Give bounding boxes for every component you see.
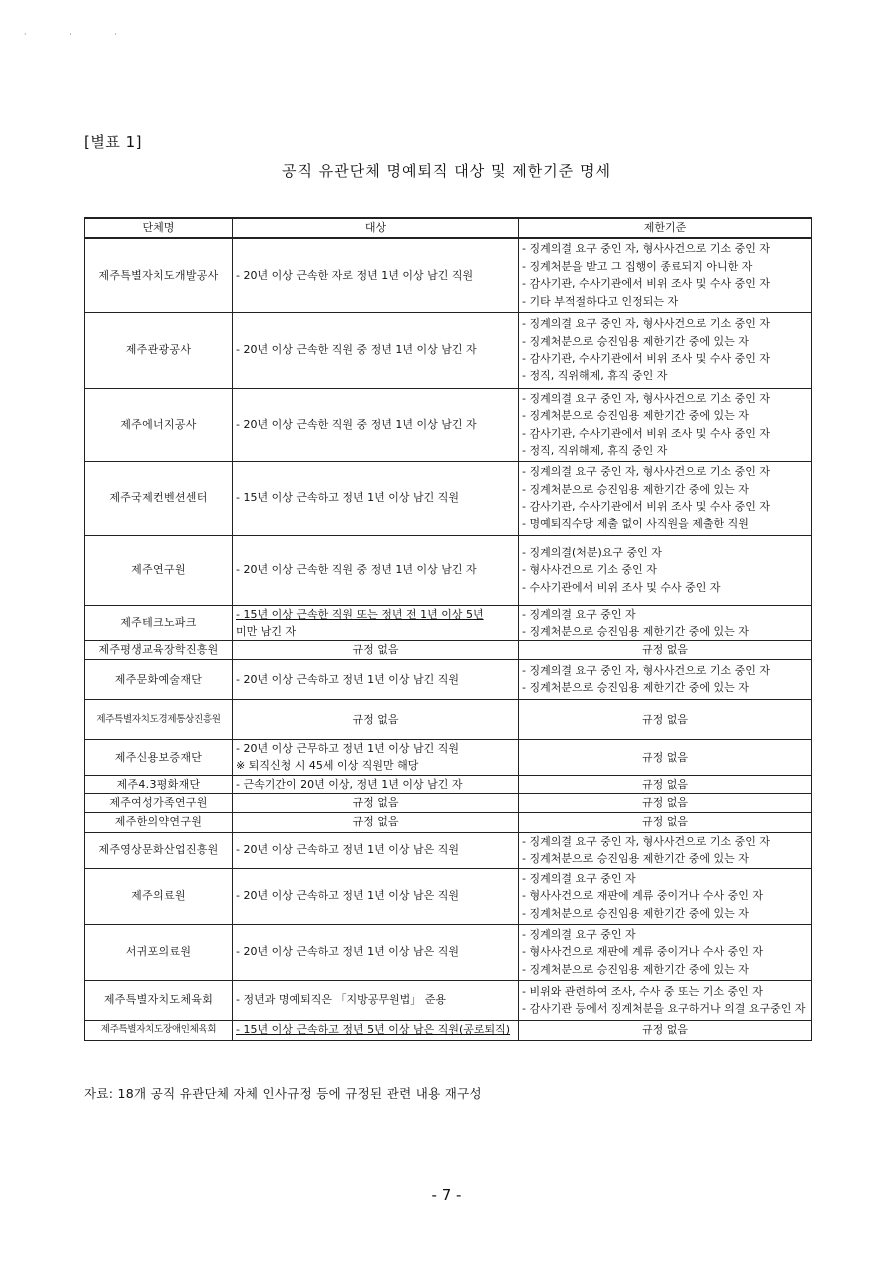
target-cell-line: - 근속기간이 20년 이상, 정년 1년 이상 남긴 자 [236, 777, 463, 791]
limits-cell-line: - 형사사건으로 재판에 계류 중이거나 수사 중인 자 [522, 945, 763, 959]
limits-cell-line: - 징계처분으로 승진임용 제한기간 중에 있는 자 [522, 962, 749, 976]
organization-name: 제주평생교육장학진흥원 [85, 641, 233, 659]
retirement-criteria-table [84, 217, 812, 1041]
limits-cell-line: 규정 없음 [641, 1023, 688, 1037]
limits-cell-line: 규정 없음 [641, 815, 688, 829]
table-row [85, 535, 812, 605]
target-cell [233, 659, 519, 699]
target-cell [233, 924, 519, 980]
table-row [85, 924, 812, 980]
target-cell-line: - 20년 이상 근속한 자로 정년 1년 이상 남긴 직원 [236, 268, 474, 282]
organization-name: 서귀포의료원 [85, 924, 233, 980]
organization-name: 제주특별자치도경제통상진흥원 [85, 699, 233, 739]
column-header-limits: 제한기준 [519, 218, 812, 238]
target-cell [233, 812, 519, 832]
table-row [85, 868, 812, 924]
limits-cell-line: 규정 없음 [641, 750, 688, 764]
limits-cell-line: - 징계처분으로 승진임용 제한기간 중에 있는 자 [522, 624, 749, 638]
table-header-row [85, 218, 812, 238]
limits-cell-line: - 징계의결 요구 중인 자 [522, 871, 636, 885]
limits-cell-line: - 징계처분으로 승진임용 제한기간 중에 있는 자 [522, 852, 749, 866]
target-cell [233, 312, 519, 388]
limits-cell-line: - 감사기관 등에서 징계처분을 요구하거나 의결 요구중인 자 [522, 1002, 806, 1016]
limits-cell-line: - 징계처분으로 승진임용 제한기간 중에 있는 자 [522, 681, 749, 695]
limits-cell-line: - 징계처분으로 승진임용 제한기간 중에 있는 자 [522, 334, 749, 348]
organization-name: 제주여성가족연구원 [85, 794, 233, 812]
table-row [85, 461, 812, 535]
limits-cell-line: - 명예퇴직수당 제출 없이 사직원을 제출한 직원 [522, 517, 749, 531]
target-cell [233, 641, 519, 659]
limits-cell-line: 규정 없음 [641, 643, 688, 657]
target-cell [233, 605, 519, 641]
column-header-organization: 단체명 [85, 218, 233, 238]
limits-cell-line: - 징계의결 요구 중인 자, 형사사건으로 기소 중인 자 [522, 465, 770, 479]
target-cell-line: - 20년 이상 근속하고 정년 1년 이상 남은 직원 [236, 889, 459, 903]
limits-cell [519, 238, 812, 312]
target-cell [233, 794, 519, 812]
document-title: 공직 유관단체 명예퇴직 대상 및 제한기준 명세 [282, 162, 611, 180]
limits-cell [519, 980, 812, 1020]
target-cell [233, 699, 519, 739]
limits-cell [519, 1020, 812, 1040]
table-body [85, 238, 812, 1040]
organization-name: 제주특별자치도체육회 [85, 980, 233, 1020]
target-cell-line: - 정년과 명예퇴직은 「지방공무원법」 준용 [236, 993, 446, 1007]
table-row [85, 1020, 812, 1040]
organization-name: 제주의료원 [85, 868, 233, 924]
page-number: - 7 - [431, 1186, 462, 1204]
table-row [85, 794, 812, 812]
organization-name: 제주연구원 [85, 535, 233, 605]
limits-cell [519, 535, 812, 605]
limits-cell-line: - 감사기관, 수사기관에서 비위 조사 및 수사 중인 자 [522, 500, 770, 513]
table-row [85, 832, 812, 868]
organization-name: 제주4.3평화재단 [85, 775, 233, 793]
target-cell-line: - 20년 이상 근속하고 정년 1년 이상 남은 직원 [236, 843, 459, 857]
table-row [85, 812, 812, 832]
target-cell [233, 775, 519, 793]
target-cell-line: - 20년 이상 근속한 직원 중 정년 1년 이상 남긴 자 [236, 417, 477, 431]
table-row [85, 775, 812, 793]
limits-cell-line: - 징계의결 요구 중인 자 [522, 927, 636, 941]
target-cell-line: - 20년 이상 근속하고 정년 1년 이상 남은 직원 [236, 945, 459, 959]
limits-cell-line: 규정 없음 [641, 712, 688, 726]
limits-cell-line: - 징계처분을 받고 그 집행이 종료되지 아니한 자 [522, 259, 753, 273]
limits-cell [519, 775, 812, 793]
target-cell [233, 980, 519, 1020]
limits-cell [519, 388, 812, 461]
limits-cell [519, 699, 812, 739]
table-row [85, 980, 812, 1020]
limits-cell-line: - 감사기관, 수사기관에서 비위 조사 및 수사 중인 자 [522, 277, 770, 291]
limits-cell-line: - 징계처분으로 승진임용 제한기간 중에 있는 자 [522, 906, 749, 920]
limits-cell-line: - 징계처분으로 승진임용 제한기간 중에 있는 자 [522, 482, 749, 496]
organization-name: 제주특별자치도장애인체육회 [85, 1020, 233, 1040]
table-row [85, 699, 812, 739]
limits-cell-line: - 기타 부적절하다고 인정되는 자 [522, 294, 679, 308]
organization-name: 제주신용보증재단 [85, 739, 233, 775]
source-note: 자료: 18개 공직 유관단체 자체 인사규정 등에 규정된 관련 내용 재구성 [84, 1086, 482, 1101]
target-cell [233, 388, 519, 461]
limits-cell-line: - 징계처분으로 승진임용 제한기간 중에 있는 자 [522, 409, 749, 423]
limits-cell-line: - 정직, 직위해제, 휴직 중인 자 [522, 369, 668, 383]
limits-cell [519, 868, 812, 924]
limits-cell-line: - 징계의결 요구 중인 자 [522, 607, 636, 621]
table-row [85, 238, 812, 312]
target-cell-line: 규정 없음 [352, 815, 399, 829]
limits-cell [519, 641, 812, 659]
limits-cell-line: - 비위와 관련하여 조사, 수사 중 또는 기소 중인 자 [522, 984, 763, 998]
target-cell [233, 461, 519, 535]
organization-name: 제주테크노파크 [85, 605, 233, 641]
target-cell-line: - 15년 이상 근속한 직원 또는 정년 전 1년 이상 5년 [236, 607, 484, 621]
table-row [85, 388, 812, 461]
limits-cell-line: - 감사기관, 수사기관에서 비위 조사 및 수사 중인 자 [522, 352, 770, 365]
target-cell-line: - 20년 이상 근무하고 정년 1년 이상 남긴 직원 [236, 741, 459, 755]
limits-cell-line: - 징계의결 요구 중인 자, 형사사건으로 기소 중인 자 [522, 834, 770, 848]
limits-cell-line: - 징계의결 요구 중인 자, 형사사건으로 기소 중인 자 [522, 663, 770, 677]
target-cell-line: - 20년 이상 근속한 직원 중 정년 1년 이상 남긴 자 [236, 343, 477, 357]
annex-label: [별표 1] [84, 133, 142, 151]
limits-cell-line: - 수사기관에서 비위 조사 및 수사 중인 자 [522, 580, 721, 594]
target-cell [233, 868, 519, 924]
limits-cell-line: - 징계의결 요구 중인 자, 형사사건으로 기소 중인 자 [522, 317, 770, 331]
table-row [85, 659, 812, 699]
target-cell [233, 832, 519, 868]
target-cell [233, 535, 519, 605]
limits-cell [519, 605, 812, 641]
table-row [85, 641, 812, 659]
organization-name: 제주특별자치도개발공사 [85, 238, 233, 312]
target-cell-line: - 20년 이상 근속한 직원 중 정년 1년 이상 남긴 자 [236, 563, 477, 577]
limits-cell [519, 659, 812, 699]
target-cell-line: 규정 없음 [352, 712, 399, 726]
limits-cell [519, 924, 812, 980]
scan-marks: · · · [24, 30, 137, 39]
target-cell-line: - 15년 이상 근속하고 정년 1년 이상 남긴 직원 [236, 491, 459, 505]
limits-cell-line: 규정 없음 [641, 777, 688, 791]
table-row [85, 312, 812, 388]
limits-cell [519, 794, 812, 812]
target-cell [233, 1020, 519, 1040]
organization-name: 제주영상문화산업진흥원 [85, 832, 233, 868]
target-cell-line: - 15년 이상 근속하고 정년 5년 이상 남은 직원(공로퇴직) [236, 1023, 511, 1037]
limits-cell-line: - 형사사건으로 재판에 계류 중이거나 수사 중인 자 [522, 889, 763, 903]
limits-cell-line: - 감사기관, 수사기관에서 비위 조사 및 수사 중인 자 [522, 426, 770, 440]
table-row [85, 739, 812, 775]
limits-cell [519, 739, 812, 775]
limits-cell-line: 규정 없음 [641, 796, 688, 810]
limits-cell [519, 312, 812, 388]
organization-name: 제주에너지공사 [85, 388, 233, 461]
table-row [85, 605, 812, 641]
target-cell-line: 미만 남긴 자 [236, 624, 297, 638]
organization-name: 제주국제컨벤션센터 [85, 461, 233, 535]
column-header-target: 대상 [233, 218, 519, 238]
limits-cell [519, 461, 812, 535]
target-cell-line: 규정 없음 [352, 796, 399, 810]
limits-cell-line: - 징계의결(처분)요구 중인 자 [522, 545, 662, 559]
organization-name: 제주한의약연구원 [85, 812, 233, 832]
target-cell-line: 규정 없음 [352, 643, 399, 657]
limits-cell-line: - 형사사건으로 기소 중인 자 [522, 563, 657, 577]
limits-cell [519, 812, 812, 832]
target-cell [233, 238, 519, 312]
limits-cell-line: - 징계의결 요구 중인 자, 형사사건으로 기소 중인 자 [522, 242, 770, 256]
target-cell-line: - 20년 이상 근속하고 정년 1년 이상 남긴 직원 [236, 672, 459, 686]
target-cell [233, 739, 519, 775]
target-cell-line: ※ 퇴직신청 시 45세 이상 직원만 해당 [236, 759, 419, 773]
limits-cell [519, 832, 812, 868]
organization-name: 제주관광공사 [85, 312, 233, 388]
limits-cell-line: - 징계의결 요구 중인 자, 형사사건으로 기소 중인 자 [522, 391, 770, 405]
organization-name: 제주문화예술재단 [85, 659, 233, 699]
limits-cell-line: - 정직, 직위해제, 휴직 중인 자 [522, 443, 668, 457]
